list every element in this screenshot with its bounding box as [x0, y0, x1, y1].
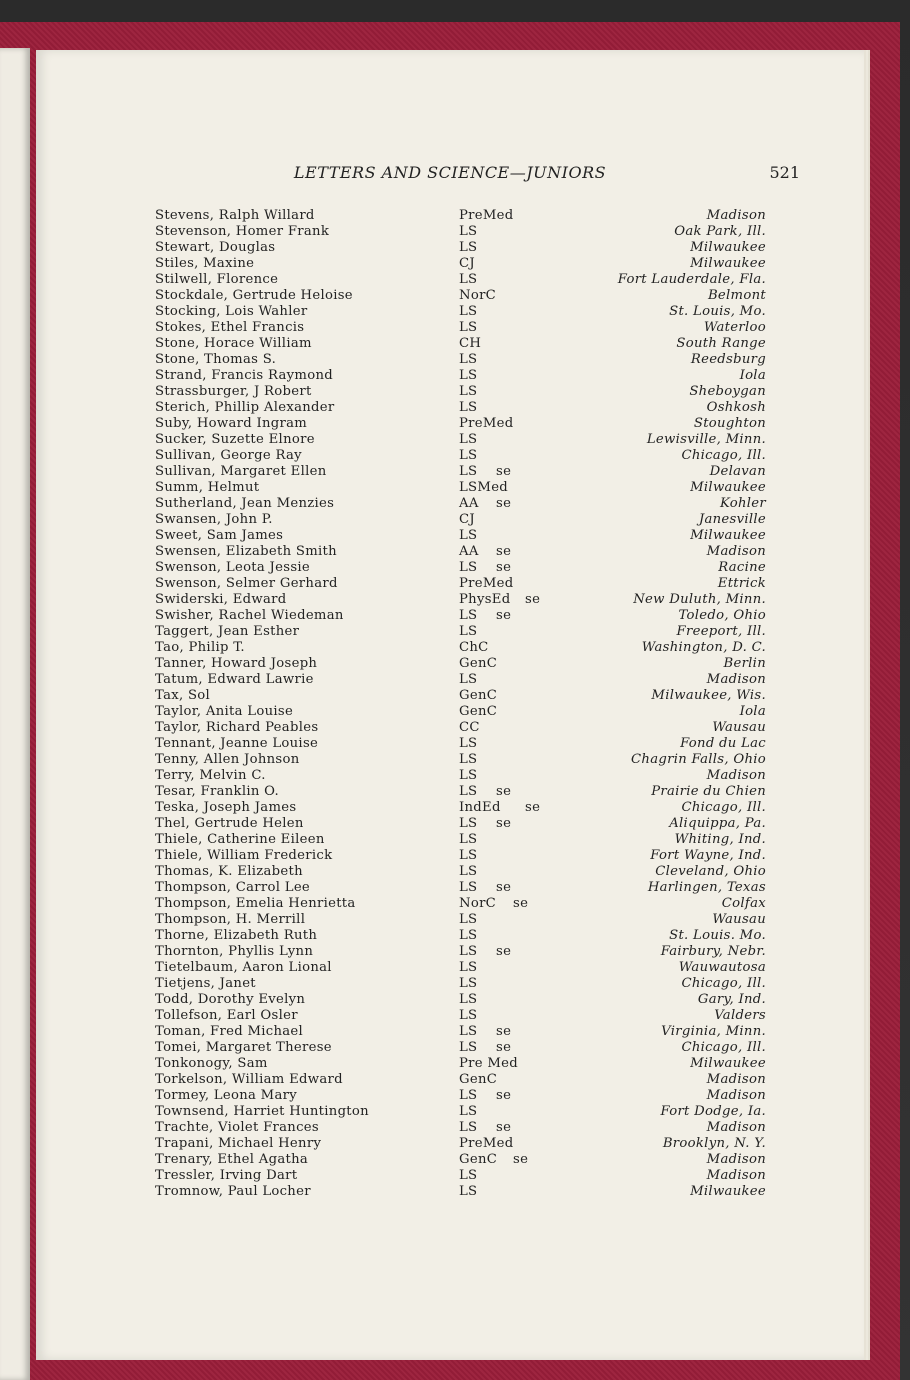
hometown: Madison: [706, 672, 766, 687]
student-row: [36, 1040, 864, 1056]
hometown: Chagrin Falls, Ohio: [631, 752, 766, 767]
course-code: LS: [459, 1008, 478, 1023]
hometown: South Range: [676, 336, 766, 351]
student-name: Swensen, Elizabeth Smith: [155, 544, 337, 559]
hometown: Milwaukee: [690, 256, 766, 271]
course-code: ChC: [459, 640, 489, 655]
student-row: [36, 240, 864, 256]
course-code: GenC: [459, 1072, 498, 1087]
hometown: Reedsburg: [690, 352, 766, 367]
hometown: Janesville: [698, 512, 766, 527]
session-note: se: [525, 592, 541, 607]
course-code: Pre Med: [459, 1056, 519, 1071]
student-row: [36, 976, 864, 992]
student-name: Tanner, Howard Joseph: [155, 656, 318, 671]
hometown: Milwaukee: [690, 240, 766, 255]
course-code: LS: [459, 240, 478, 255]
course-code: LS: [459, 384, 478, 399]
student-name: Stocking, Lois Wahler: [155, 304, 308, 319]
student-row: [36, 256, 864, 272]
course-code: GenC: [459, 656, 498, 671]
course-code: LS: [459, 976, 478, 991]
course-code: CC: [459, 720, 480, 735]
student-name: Strand, Francis Raymond: [155, 368, 334, 383]
course-code: IndEd: [459, 800, 501, 815]
course-code: LS: [459, 864, 478, 879]
student-row: [36, 352, 864, 368]
session-note: se: [496, 1024, 512, 1039]
session-note: se: [513, 1152, 529, 1167]
student-row: [36, 960, 864, 976]
hometown: Sheboygan: [689, 384, 766, 399]
session-note: se: [525, 800, 541, 815]
session-note: se: [496, 544, 512, 559]
student-name: Taylor, Richard Peables: [155, 720, 319, 735]
course-code: LS: [459, 832, 478, 847]
page-header: [36, 163, 864, 187]
student-row: [36, 848, 864, 864]
student-row: [36, 592, 864, 608]
course-code: PreMed: [459, 1136, 514, 1151]
student-name: Tormey, Leona Mary: [155, 1088, 297, 1103]
student-row: [36, 512, 864, 528]
hometown: Wauwautosa: [678, 960, 766, 975]
student-name: Tonkonogy, Sam: [155, 1056, 268, 1071]
student-row: [36, 480, 864, 496]
student-row: [36, 688, 864, 704]
student-row: [36, 272, 864, 288]
student-row: [36, 384, 864, 400]
hometown: Oshkosh: [706, 400, 766, 415]
course-code: LS: [459, 1024, 478, 1039]
hometown: Iola: [739, 704, 766, 719]
student-row: [36, 928, 864, 944]
hometown: Fort Wayne, Ind.: [650, 848, 766, 863]
student-row: [36, 656, 864, 672]
course-code: PreMed: [459, 416, 514, 431]
student-name: Teska, Joseph James: [155, 800, 297, 815]
course-code: LS: [459, 1184, 478, 1199]
course-code: LS: [459, 880, 478, 895]
student-name: Swiderski, Edward: [155, 592, 287, 607]
course-code: LS: [459, 752, 478, 767]
hometown: St. Louis. Mo.: [669, 928, 766, 943]
student-name: Strassburger, J Robert: [155, 384, 312, 399]
student-row: [36, 736, 864, 752]
student-name: Thompson, Carrol Lee: [155, 880, 311, 895]
facing-page-edge: [0, 48, 30, 1380]
hometown: Ettrick: [717, 576, 766, 591]
hometown: Racine: [718, 560, 766, 575]
student-name: Swenson, Selmer Gerhard: [155, 576, 338, 591]
student-name: Sullivan, George Ray: [155, 448, 302, 463]
student-name: Thornton, Phyllis Lynn: [155, 944, 314, 959]
course-code: CJ: [459, 256, 475, 271]
student-name: Tietjens, Janet: [155, 976, 256, 991]
student-row: [36, 800, 864, 816]
hometown: New Duluth, Minn.: [633, 592, 766, 607]
course-code: LS: [459, 736, 478, 751]
student-row: [36, 1120, 864, 1136]
course-code: LS: [459, 944, 478, 959]
session-note: se: [496, 1040, 512, 1055]
hometown: Prairie du Chien: [651, 784, 766, 799]
hometown: Madison: [706, 1152, 766, 1167]
student-name: Taylor, Anita Louise: [155, 704, 294, 719]
hometown: Milwaukee, Wis.: [651, 688, 766, 703]
course-code: LS: [459, 1168, 478, 1183]
hometown: Valders: [714, 1008, 766, 1023]
hometown: Harlingen, Texas: [647, 880, 766, 895]
course-code: LS: [459, 784, 478, 799]
student-row: [36, 400, 864, 416]
course-code: NorC: [459, 896, 497, 911]
student-row: [36, 336, 864, 352]
session-note: se: [496, 1088, 512, 1103]
course-code: LS: [459, 432, 478, 447]
student-name: Stockdale, Gertrude Heloise: [155, 288, 353, 303]
hometown: Chicago, Ill.: [681, 976, 766, 991]
hometown: Iola: [739, 368, 766, 383]
student-list: [36, 208, 864, 1200]
hometown: Milwaukee: [690, 1184, 766, 1199]
student-name: Tennant, Jeanne Louise: [155, 736, 319, 751]
course-code: PreMed: [459, 208, 514, 223]
hometown: Wausau: [712, 720, 766, 735]
student-row: [36, 720, 864, 736]
hometown: Milwaukee: [690, 528, 766, 543]
student-name: Thorne, Elizabeth Ruth: [155, 928, 318, 943]
hometown: Fort Lauderdale, Fla.: [617, 272, 766, 287]
hometown: Wausau: [712, 912, 766, 927]
student-row: [36, 912, 864, 928]
student-name: Swenson, Leota Jessie: [155, 560, 311, 575]
course-code: LS: [459, 304, 478, 319]
session-note: se: [496, 784, 512, 799]
course-code: LS: [459, 1120, 478, 1135]
student-row: [36, 752, 864, 768]
student-name: Sweet, Sam James: [155, 528, 284, 543]
student-row: [36, 560, 864, 576]
hometown: Chicago, Ill.: [681, 800, 766, 815]
course-code: LS: [459, 768, 478, 783]
course-code: LS: [459, 848, 478, 863]
hometown: Stoughton: [693, 416, 766, 431]
hometown: Colfax: [721, 896, 766, 911]
student-name: Stone, Thomas S.: [155, 352, 277, 367]
student-name: Swansen, John P.: [155, 512, 273, 527]
hometown: Fond du Lac: [680, 736, 766, 751]
student-row: [36, 288, 864, 304]
student-name: Torkelson, William Edward: [155, 1072, 343, 1087]
student-name: Tenny, Allen Johnson: [155, 752, 300, 767]
hometown: Madison: [706, 1072, 766, 1087]
student-name: Thompson, H. Merrill: [155, 912, 306, 927]
student-name: Stewart, Douglas: [155, 240, 276, 255]
hometown: Toledo, Ohio: [678, 608, 766, 623]
student-name: Todd, Dorothy Evelyn: [155, 992, 306, 1007]
student-name: Summ, Helmut: [155, 480, 260, 495]
course-code: LS: [459, 1040, 478, 1055]
course-code: LSMed: [459, 480, 509, 495]
student-name: Thel, Gertrude Helen: [155, 816, 304, 831]
course-code: NorC: [459, 288, 497, 303]
hometown: Brooklyn, N. Y.: [662, 1136, 766, 1151]
student-row: [36, 1088, 864, 1104]
student-row: [36, 864, 864, 880]
course-code: AA: [459, 544, 479, 559]
session-note: se: [496, 1120, 512, 1135]
student-row: [36, 528, 864, 544]
course-code: LS: [459, 272, 478, 287]
student-name: Trenary, Ethel Agatha: [155, 1152, 309, 1167]
hometown: Madison: [706, 1168, 766, 1183]
hometown: Milwaukee: [690, 1056, 766, 1071]
hometown: Waterloo: [703, 320, 766, 335]
student-row: [36, 304, 864, 320]
student-row: [36, 368, 864, 384]
student-name: Tietelbaum, Aaron Lional: [155, 960, 332, 975]
student-name: Terry, Melvin C.: [155, 768, 266, 783]
session-note: se: [496, 816, 512, 831]
student-name: Suby, Howard Ingram: [155, 416, 308, 431]
student-row: [36, 432, 864, 448]
student-name: Swisher, Rachel Wiedeman: [155, 608, 344, 623]
student-row: [36, 816, 864, 832]
course-code: LS: [459, 672, 478, 687]
course-code: LS: [459, 224, 478, 239]
student-row: [36, 608, 864, 624]
student-name: Trachte, Violet Frances: [155, 1120, 319, 1135]
student-row: [36, 544, 864, 560]
student-row: [36, 880, 864, 896]
course-code: LS: [459, 528, 478, 543]
hometown: Delavan: [709, 464, 766, 479]
student-name: Tollefson, Earl Osler: [155, 1008, 298, 1023]
running-title: LETTERS AND SCIENCE—JUNIORS: [293, 163, 607, 182]
student-name: Taggert, Jean Esther: [155, 624, 300, 639]
course-code: LS: [459, 608, 478, 623]
student-name: Townsend, Harriet Huntington: [155, 1104, 369, 1119]
hometown: Madison: [706, 1088, 766, 1103]
hometown: Chicago, Ill.: [681, 448, 766, 463]
student-row: [36, 784, 864, 800]
student-row: [36, 496, 864, 512]
student-row: [36, 464, 864, 480]
student-name: Tromnow, Paul Locher: [155, 1184, 311, 1199]
hometown: Fairbury, Nebr.: [660, 944, 766, 959]
course-code: LS: [459, 624, 478, 639]
hometown: Kohler: [719, 496, 766, 511]
student-row: [36, 320, 864, 336]
student-name: Stevens, Ralph Willard: [155, 208, 315, 223]
student-row: [36, 1024, 864, 1040]
course-code: GenC: [459, 688, 498, 703]
hometown: Madison: [706, 208, 766, 223]
hometown: Aliquippa, Pa.: [669, 816, 766, 831]
course-code: LS: [459, 928, 478, 943]
course-code: PreMed: [459, 576, 514, 591]
student-row: [36, 1152, 864, 1168]
course-code: LS: [459, 320, 478, 335]
student-name: Thiele, William Frederick: [155, 848, 333, 863]
course-code: LS: [459, 1088, 478, 1103]
hometown: Madison: [706, 1120, 766, 1135]
hometown: Fort Dodge, Ia.: [660, 1104, 766, 1119]
student-row: [36, 944, 864, 960]
student-row: [36, 416, 864, 432]
hometown: Chicago, Ill.: [681, 1040, 766, 1055]
student-row: [36, 1168, 864, 1184]
student-name: Trapani, Michael Henry: [155, 1136, 322, 1151]
course-code: GenC: [459, 1152, 498, 1167]
course-code: CH: [459, 336, 482, 351]
student-row: [36, 1184, 864, 1200]
course-code: LS: [459, 912, 478, 927]
course-code: LS: [459, 992, 478, 1007]
student-name: Tomei, Margaret Therese: [155, 1040, 332, 1055]
student-row: [36, 624, 864, 640]
student-row: [36, 768, 864, 784]
hometown: Milwaukee: [690, 480, 766, 495]
hometown: Madison: [706, 768, 766, 783]
student-name: Sullivan, Margaret Ellen: [155, 464, 327, 479]
student-row: [36, 992, 864, 1008]
course-code: CJ: [459, 512, 475, 527]
course-code: LS: [459, 400, 478, 415]
student-name: Stone, Horace William: [155, 336, 312, 351]
student-row: [36, 640, 864, 656]
student-row: [36, 1072, 864, 1088]
student-name: Stevenson, Homer Frank: [155, 224, 330, 239]
student-row: [36, 704, 864, 720]
course-code: AA: [459, 496, 479, 511]
student-row: [36, 832, 864, 848]
course-code: LS: [459, 352, 478, 367]
student-row: [36, 448, 864, 464]
course-code: GenC: [459, 704, 498, 719]
session-note: se: [496, 560, 512, 575]
student-row: [36, 896, 864, 912]
course-code: LS: [459, 816, 478, 831]
student-name: Thiele, Catherine Eileen: [155, 832, 325, 847]
hometown: Belmont: [707, 288, 766, 303]
student-row: [36, 1136, 864, 1152]
hometown: Freeport, Ill.: [676, 624, 766, 639]
hometown: Lewisville, Minn.: [646, 432, 766, 447]
student-name: Sutherland, Jean Menzies: [155, 496, 335, 511]
course-code: LS: [459, 448, 478, 463]
student-row: [36, 224, 864, 240]
hometown: Oak Park, Ill.: [674, 224, 766, 239]
student-name: Thompson, Emelia Henrietta: [155, 896, 356, 911]
hometown: Madison: [706, 544, 766, 559]
course-code: LS: [459, 960, 478, 975]
session-note: se: [496, 464, 512, 479]
student-row: [36, 672, 864, 688]
course-code: LS: [459, 464, 478, 479]
student-name: Sterich, Phillip Alexander: [155, 400, 335, 415]
student-name: Thomas, K. Elizabeth: [155, 864, 303, 879]
hometown: Cleveland, Ohio: [655, 864, 766, 879]
session-note: se: [496, 608, 512, 623]
session-note: se: [496, 944, 512, 959]
student-name: Tesar, Franklin O.: [155, 784, 279, 799]
student-row: [36, 1056, 864, 1072]
student-name: Tax, Sol: [155, 688, 211, 703]
hometown: St. Louis, Mo.: [669, 304, 766, 319]
page-number: 521: [769, 163, 800, 182]
student-row: [36, 1008, 864, 1024]
student-row: [36, 576, 864, 592]
course-code: LS: [459, 368, 478, 383]
student-name: Stilwell, Florence: [155, 272, 279, 287]
student-name: Stiles, Maxine: [155, 256, 255, 271]
course-code: LS: [459, 1104, 478, 1119]
course-code: LS: [459, 560, 478, 575]
hometown: Washington, D. C.: [641, 640, 766, 655]
hometown: Berlin: [723, 656, 766, 671]
student-name: Tao, Philip T.: [155, 640, 245, 655]
student-row: [36, 208, 864, 224]
hometown: Gary, Ind.: [697, 992, 766, 1007]
student-row: [36, 1104, 864, 1120]
student-name: Tressler, Irving Dart: [155, 1168, 298, 1183]
student-name: Tatum, Edward Lawrie: [155, 672, 314, 687]
student-name: Toman, Fred Michael: [155, 1024, 304, 1039]
course-code: PhysEd: [459, 592, 511, 607]
session-note: se: [496, 496, 512, 511]
hometown: Virginia, Minn.: [661, 1024, 766, 1039]
hometown: Whiting, Ind.: [674, 832, 766, 847]
student-name: Sucker, Suzette Elnore: [155, 432, 315, 447]
session-note: se: [496, 880, 512, 895]
student-name: Stokes, Ethel Francis: [155, 320, 305, 335]
session-note: se: [513, 896, 529, 911]
